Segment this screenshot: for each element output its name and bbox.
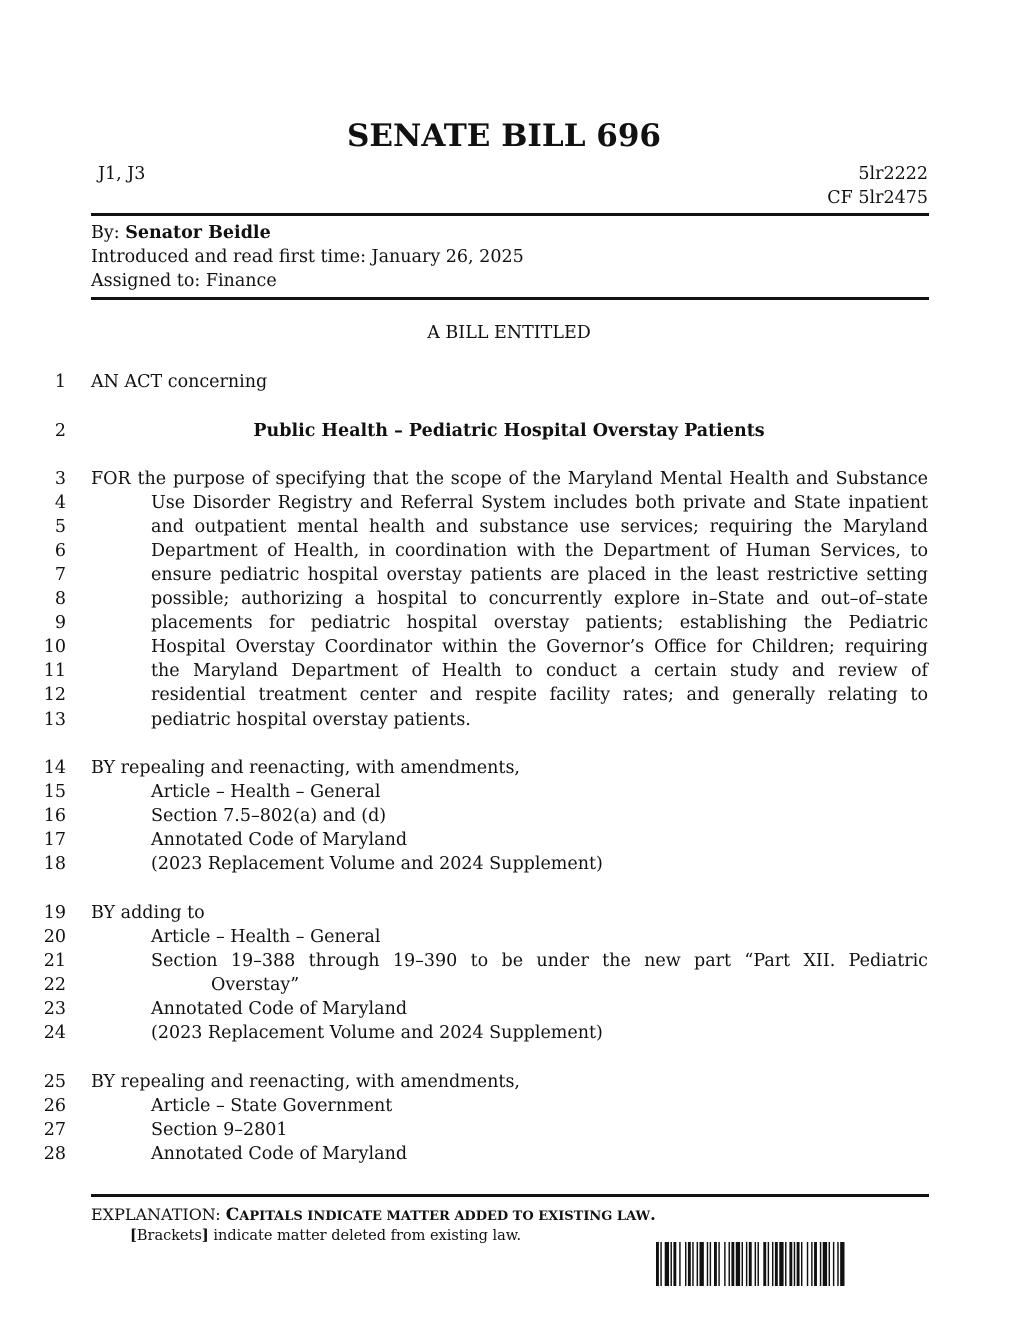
barcode-bar <box>692 1242 693 1286</box>
citation-line: Annotated Code of Maryland <box>151 999 408 1019</box>
barcode-bar <box>758 1242 759 1286</box>
barcode-bar <box>755 1242 756 1286</box>
line-number: 15 <box>43 782 66 802</box>
barcode-bar <box>656 1242 659 1286</box>
citation-line: Section 19–388 through 19–390 to be under the new part “Part XII. Pediatric <box>151 951 928 971</box>
line-number: 20 <box>43 927 66 947</box>
citation-line: (2023 Replacement Volume and 2024 Supplement) <box>151 1023 603 1043</box>
barcode-bar <box>775 1242 778 1286</box>
barcode-bar <box>700 1242 704 1286</box>
by-clause: BY repealing and reenacting, with amendments, <box>91 1072 520 1092</box>
barcode <box>656 1242 906 1286</box>
cross-file-number: CF 5lr2475 <box>827 188 928 208</box>
by-label: By: <box>91 223 126 243</box>
purpose-line: Department of Health, in coordination with the Department of Human Services, to <box>151 541 928 561</box>
barcode-bar <box>779 1242 783 1286</box>
barcode-bar <box>685 1242 686 1286</box>
explanation-line: EXPLANATION: CAPITALS INDICATE MATTER ADDED TO EXISTING LAW. <box>91 1205 656 1225</box>
barcode-bar <box>707 1242 708 1286</box>
barcode-bar <box>789 1242 792 1286</box>
purpose-line: ensure pediatric hospital overstay patients are placed in the least restrictive setting <box>151 565 928 585</box>
top-rule <box>91 213 929 216</box>
line-number: 5 <box>54 517 66 537</box>
bill-title: SENATE BILL 696 <box>347 118 661 154</box>
citation-line: Annotated Code of Maryland <box>151 1144 408 1164</box>
line-number: 26 <box>43 1096 66 1116</box>
barcode-bar <box>797 1242 800 1286</box>
barcode-bar <box>697 1242 698 1286</box>
introduced-line: Introduced and read first time: January 26, 2025 <box>91 247 524 267</box>
citation-line: Section 9–2801 <box>151 1120 288 1140</box>
barcode-bar <box>814 1242 817 1286</box>
line-number: 19 <box>43 903 66 923</box>
act-concerning: AN ACT concerning <box>91 372 268 392</box>
barcode-bar <box>671 1242 672 1286</box>
subject-codes: J1, J3 <box>98 164 146 184</box>
purpose-line: Hospital Overstay Coordinator within the Governor’s Office for Children; requiring <box>151 637 928 657</box>
line-number: 16 <box>43 806 66 826</box>
bill-entitled: A BILL ENTITLED <box>427 323 591 343</box>
barcode-bar <box>772 1242 773 1286</box>
barcode-bar <box>801 1242 802 1286</box>
line-number: 24 <box>43 1023 66 1043</box>
line-number: 12 <box>43 685 66 705</box>
barcode-bar <box>673 1242 676 1286</box>
barcode-bar <box>665 1242 669 1286</box>
line-number: 28 <box>43 1144 66 1164</box>
barcode-bar <box>736 1242 740 1286</box>
line-number: 22 <box>43 975 66 995</box>
line-number: 9 <box>54 613 66 633</box>
barcode-bar <box>807 1242 808 1286</box>
barcode-bar <box>811 1242 812 1286</box>
line-number: 2 <box>54 421 66 441</box>
purpose-line: pediatric hospital overstay patients. <box>151 710 471 730</box>
by-clause: BY repealing and reenacting, with amendments, <box>91 758 520 778</box>
line-number: 4 <box>54 493 66 513</box>
citation-line: Article – Health – General <box>151 782 381 802</box>
bill-subject-title: Public Health – Pediatric Hospital Overstay Patients <box>253 421 765 441</box>
sponsor-name: Senator Beidle <box>125 223 271 243</box>
brackets-note: [Brackets] indicate matter deleted from existing law. <box>130 1227 522 1244</box>
barcode-bar <box>746 1242 747 1286</box>
line-number: 10 <box>43 637 66 657</box>
purpose-line: the Maryland Department of Health to conduct a certain study and review of <box>151 661 928 681</box>
citation-line: Annotated Code of Maryland <box>151 830 408 850</box>
explanation-label: EXPLANATION: <box>91 1205 226 1224</box>
purpose-line: Use Disorder Registry and Referral System includes both private and State inpatient <box>151 493 928 513</box>
by-clause: BY adding to <box>91 903 205 923</box>
barcode-bar <box>840 1242 844 1286</box>
barcode-bar <box>742 1242 743 1286</box>
line-number: 7 <box>54 565 66 585</box>
purpose-line: possible; authorizing a hospital to concurrently explore in–State and out–of–state <box>151 589 928 609</box>
barcode-bar <box>718 1242 719 1286</box>
barcode-bar <box>749 1242 752 1286</box>
barcode-bar <box>833 1242 834 1286</box>
citation-line: Article – State Government <box>151 1096 393 1116</box>
line-number: 13 <box>43 710 66 730</box>
barcode-bar <box>823 1242 827 1286</box>
line-number: 6 <box>54 541 66 561</box>
barcode-bar <box>729 1242 730 1286</box>
barcode-bar <box>837 1242 838 1286</box>
barcode-bar <box>785 1242 786 1286</box>
citation-line: Overstay” <box>211 975 300 995</box>
barcode-bar <box>660 1242 661 1286</box>
line-number: 3 <box>54 469 66 489</box>
barcode-bar <box>794 1242 795 1286</box>
citation-line: Article – Health – General <box>151 927 381 947</box>
barcode-bar <box>679 1242 680 1286</box>
purpose-line: residential treatment center and respite facility rates; and generally relating to <box>151 685 928 705</box>
citation-line: Section 7.5–802(a) and (d) <box>151 806 387 826</box>
purpose-line: and outpatient mental health and substance use services; requiring the Maryland <box>151 517 928 537</box>
line-number: 11 <box>43 661 66 681</box>
line-number: 1 <box>54 372 66 392</box>
line-number: 18 <box>43 854 66 874</box>
assigned-line: Assigned to: Finance <box>91 271 277 291</box>
bill-number: 5lr2222 <box>858 164 928 184</box>
barcode-bar <box>829 1242 830 1286</box>
purpose-line: placements for pediatric hospital overstay patients; establishing the Pediatric <box>151 613 928 633</box>
footer-rule <box>91 1194 929 1197</box>
line-number: 14 <box>43 758 66 778</box>
barcode-bar <box>710 1242 711 1286</box>
barcode-bar <box>731 1242 734 1286</box>
line-number: 17 <box>43 830 66 850</box>
barcode-bar <box>714 1242 717 1286</box>
purpose-line: FOR the purpose of specifying that the scope of the Maryland Mental Health and Substance <box>91 469 928 489</box>
barcode-bar <box>768 1242 769 1286</box>
line-number: 21 <box>43 951 66 971</box>
barcode-bar <box>763 1242 766 1286</box>
barcode-bar <box>688 1242 691 1286</box>
line-number: 27 <box>43 1120 66 1140</box>
barcode-bar <box>820 1242 821 1286</box>
line-number: 25 <box>43 1072 66 1092</box>
sponsor-line <box>91 223 271 243</box>
line-number: 8 <box>54 589 66 609</box>
line-number: 23 <box>43 999 66 1019</box>
citation-line: (2023 Replacement Volume and 2024 Supplement) <box>151 854 603 874</box>
second-rule <box>91 297 929 300</box>
barcode-bar <box>724 1242 725 1286</box>
